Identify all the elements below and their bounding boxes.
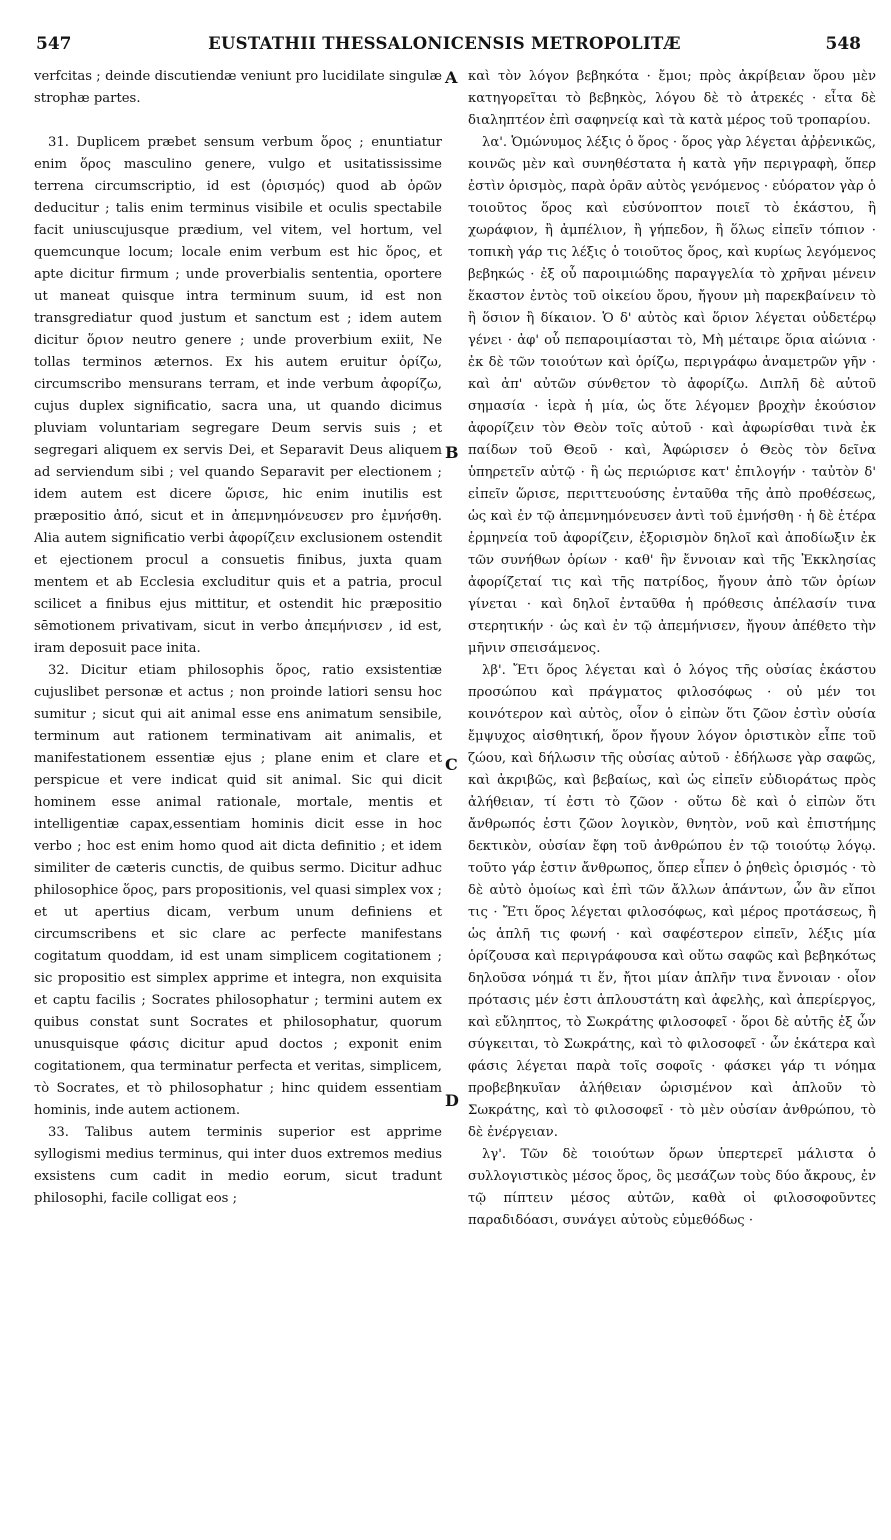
- latin-paragraph-intro: verfcitas ; deinde discutiendæ veniunt pro lucidilate singulæ strophæ partes.: [34, 69, 442, 106]
- latin-paragraph-32: 32. Dicitur etiam philosophis ὅρος, ratio exsistentiæ cujuslibet personæ et actus ; non proinde latiori sensu hoc sumitur ; sicut qui ait animal esse ens animatum sensibile, terminum aut rationem terminativam ait animalis, et manifestationem essentiæ ejus ; plane enim et clare et perspicue et vere indicat quid sit animal. Sic qui dicit hominem esse animal rationale, mortale, mentis et intelligentiæ capax,essentiam hominis dicit esse in hoc verbo ; hoc est enim homo quod ait dicta definitio ; et idem similiter de cæteris cunctis, de quibus sermo. Dicitur adhuc philosophice ὅρος, pars propositionis, vel quasi simplex vox ; et ut apertius dicam, verbum unum definiens et circumscribens et sic clare ac perfecte manifestans cogitatum quoddam, id est unam simplicem cogitationem ; sic propositio est simplex apprime et integra, non exquisita et captu facilis ; Socrates philosophatur ; termini autem ex quibus constat sunt Socrates et philosophatur, quorum unusquisque φάσις dicitur apud doctos ; exponit enim cogitationem, qua terminatur perfecta et veritas, simplicem, τὸ Socrates, et τὸ philosophatur ; hinc quidem essentiam hominis, inde autem actionem.: [34, 663, 442, 1118]
- page-number-left: 547: [36, 34, 72, 54]
- margin-letter-b: B: [445, 443, 459, 462]
- running-title: EUSTATHII THESSALONICENSIS METROPOLITÆ: [208, 34, 681, 53]
- greek-column: [468, 66, 876, 1232]
- margin-letter-c: C: [445, 755, 458, 774]
- greek-paragraph-intro: καὶ τὸν λόγον βεβηκότα · ἔμοι; πρὸς ἀκρίβειαν ὅρου μὲν κατηγορεῖται τὸ βεβηκὸς, λόγου δὲ τὸ ἀτρεκές · εἶτα δὲ διαληπτέον ἐπὶ σαφηνείᾳ καὶ τὰ κατὰ μέρος τοῦ τροπαρίου.: [468, 69, 876, 128]
- greek-paragraph-31: λα'. Ὁμώνυμος λέξις ὁ ὅρος · ὅρος γὰρ λέγεται ἀῤῥενικῶς, κοινῶς μὲν καὶ συνηθέστατα ἡ κατὰ γῆν περιγραφὴ, ὅπερ ἐστὶν ὁρισμὸς, παρὰ ὁρᾶν αὐτὸς γενόμενος · εὐόρατον γὰρ ὁ τοιοῦτος ὅρος καὶ εὐσύνοπτον ποιεῖ τὸ ἑκάστου, ἢ χωράφιον, ἢ ἀμπέλιον, ἢ γήπεδον, ἢ ὅλως εἰπεῖν τόπιον · τοπικὴ γάρ τις λέξις ὁ τοιοῦτος ὅρος, καὶ κυρίως λεγόμενος βεβηκώς · ἐξ οὗ παροιμιώδης παραγγελία τὸ χρῆναι μένειν ἕκαστον ἐντὸς τοῦ οἰκείου ὅρου, ἤγουν μὴ παρεκβαίνειν τὸ ἢ ὅσιον ἢ δίκαιον. Ὁ δ' αὐτὸς καὶ ὅριον λέγεται οὐδετέρῳ γένει · ἀφ' οὗ πεπαροιμίασται τὸ, Μὴ μέταιρε ὅρια αἰώνια · ἐκ δὲ τῶν τοιούτων καὶ ὁρίζω, περιγράφω ἀναμετρῶν γῆν · καὶ ἀπ' αὐτῶν σύνθετον τὸ ἀφορίζω. Διπλῆ δὲ αὐτοῦ σημασία · ἱερὰ ἡ μία, ὡς ὅτε λέγομεν βροχὴν ἑκούσιον ἀφορίζειν τὸν Θεὸν τοῖς αὐτοῦ · καὶ ἀφωρίσθαι τινὰ ἐκ παίδων τοῦ Θεοῦ · καὶ, Ἀφώρισεν ὁ Θεὸς τὸν δεῖνα ὑπηρετεῖν αὐτῷ · ἢ ὡς περιώρισε κατ' ἐπιλογήν · ταὐτὸν δ' εἰπεῖν ὥρισε, περιττευούσης ἐνταῦθα τῆς ἀπὸ προθέσεως, ὡς καὶ ἐν τῷ ἀπεμνημόνευσεν ἀντὶ τοῦ ἐμνήσθη · ἡ δὲ ἑτέρα ἑρμηνεία τοῦ ἀφορίζειν, ἐξορισμὸν δηλοῖ καὶ ἀποδίωξιν ἐκ τῶν συνήθων ὁρίων · καθ' ἣν ἔννοιαν καὶ τῆς Ἐκκλησίας ἀφορίζεταί τις καὶ τῆς πατρίδος, ἤγουν ἀπὸ τῶν ὁρίων γίνεται · καὶ δηλοῖ ἐνταῦθα ἡ πρόθεσις ἀπέλασίν τινα στερητικήν · ὡς καὶ ἐν τῷ ἀπεμήνισεν, ἤγουν ἀπέθετο τὴν μῆνιν σπεισάμενος.: [468, 135, 876, 656]
- latin-column: [34, 66, 442, 1210]
- greek-paragraph-32: λβ'. Ἔτι ὅρος λέγεται καὶ ὁ λόγος τῆς οὐσίας ἑκάστου προσώπου καὶ πράγματος φιλοσόφως · οὐ μέν τοι κοινότερον καὶ αὐτὸς, οἷον ὁ εἰπὼν ὅτι ζῶον ἐστὶν οὐσία ἔμψυχος αἰσθητική, ὅρον ἤγουν λόγον ὁριστικὸν εἶπε τοῦ ζώου, καὶ δήλωσιν τῆς οὐσίας αὐτοῦ · ἐδήλωσε γὰρ σαφῶς, καὶ ἀκριβῶς, καὶ βεβαίως, καὶ ὡς εἰπεῖν εὐδιοράτως πρὸς ἀλήθειαν, τί ἐστι τὸ ζῶον · οὕτω δὲ καὶ ὁ εἰπὼν ὅτι ἄνθρωπός ἐστι ζῶον λογικὸν, θνητὸν, νοῦ καὶ ἐπιστήμης δεκτικὸν, οὐσίαν ἔφη τοῦ ἀνθρώπου ἐν τῷ τοιούτῳ λόγῳ. τοῦτο γάρ ἐστιν ἄνθρωπος, ὅπερ εἶπεν ὁ ῥηθεὶς ὁρισμός · τὸ δὲ αὐτὸ ὁμοίως καὶ ἐπὶ τῶν ἄλλων ἁπάντων, ὧν ἂν εἴποι τις · Ἔτι ὅρος λέγεται φιλοσόφως, καὶ μέρος προτάσεως, ἢ ὡς ἁπλῆ τις φωνή · καὶ σαφέστερον εἰπεῖν, λέξις μία ὁρίζουσα καὶ περιγράφουσα καὶ οὕτω σαφῶς καὶ βεβηκότως δηλοῦσα νόημά τι ἕν, ἤτοι μίαν ἁπλῆν τινα ἔννοιαν · οἷον πρότασις μέν ἐστι ἁπλουστάτη καὶ ἀφελὴς, καὶ ἀπερίεργος, καὶ εὔληπτος, τὸ Σωκράτης φιλοσοφεῖ · ὅροι δὲ αὐτῆς ἐξ ὧν σύγκειται, τὸ Σωκράτης, καὶ τὸ φιλοσοφεῖ · ὧν ἑκάτερα καὶ φάσις λέγεται παρὰ τοῖς σοφοῖς · φάσκει γάρ τι νόημα προβεβηκυῖαν ἀλήθειαν ὡρισμένον καὶ ἁπλοῦν τὸ Σωκράτης, καὶ τὸ φιλοσοφεῖ · τὸ μὲν οὐσίαν ἀνθρώπου, τὸ δὲ ἐνέργειαν.: [468, 663, 876, 1140]
- latin-paragraph-31: 31. Duplicem præbet sensum verbum ὅρος ; enuntiatur enim ὅρος masculino genere, vulgo et usitatississime terrena circumscriptio, id est (ὁρισμός) quod ab ὀρῶν deducitur ; talis enim terminus visibile et oculis spectabile facit uniuscujusque prædium, vel vitem, vel hortum, vel quemcunque locum; locale enim verbum est hic ὅρος, et apte dicitur firmum ; unde proverbialis sententia, oportere ut maneat quisque intra terminum suum, id est non transgrediatur quod justum et sanctum est ; idem autem dicitur ὅριον neutro genere ; unde proverbium exiit, Ne tollas terminos æternos. Ex his autem eruitur ὁρίζω, circumscribo mensurans terram, et inde verbum ἀφορίζω, cujus duplex significatio, sacra una, ut quando dicimus pluviam voluntariam segregare Deum servis suis ; et segregari aliquem ex servis Dei, et Separavit Deus aliquem ad serviendum sibi ; vel quando Separavit per electionem ; idem autem est dicere ὥρισε, hic enim inutilis est præpositio ἀπό, sicut et in ἀπεμνημόνευσεν pro ἐμνήσθη. Alia autem significatio verbi ἀφορίζειν exclusionem ostendit et ejectionem procul a consuetis finibus, juxta quam mentem et ab Ecclesia excluditur quis et a patria, procul scilicet a finibus ejus mittitur, et ostendit hic præpositio sēmotionem privativam, sicut in verbo ἀπεμήνισεν , id est, iram deposuit pace inita.: [34, 135, 442, 656]
- margin-letter-a: A: [445, 68, 458, 87]
- running-header: [28, 34, 861, 64]
- margin-letter-d: D: [445, 1091, 459, 1110]
- page-number-right: 548: [825, 34, 861, 54]
- latin-paragraph-33: 33. Talibus autem terminis superior est apprime syllogismi medius terminus, qui inter duos extremos medius exsistens cum cadit in medio eorum, sicut tradunt philosophi, facile colligat eos ;: [34, 1125, 442, 1206]
- greek-paragraph-33: λγ'. Τῶν δὲ τοιούτων ὅρων ὑπερτερεῖ μάλιστα ὁ συλλογιστικὸς μέσος ὅρος, ὃς μεσάζων τοὺς δύο ἄκρους, ἐν τῷ πίπτειν μέσος αὐτῶν, καθὰ οἱ φιλοσοφοῦντες παραδιδόασι, συνάγει αὐτοὺς εὐμεθόδως ·: [468, 1147, 876, 1228]
